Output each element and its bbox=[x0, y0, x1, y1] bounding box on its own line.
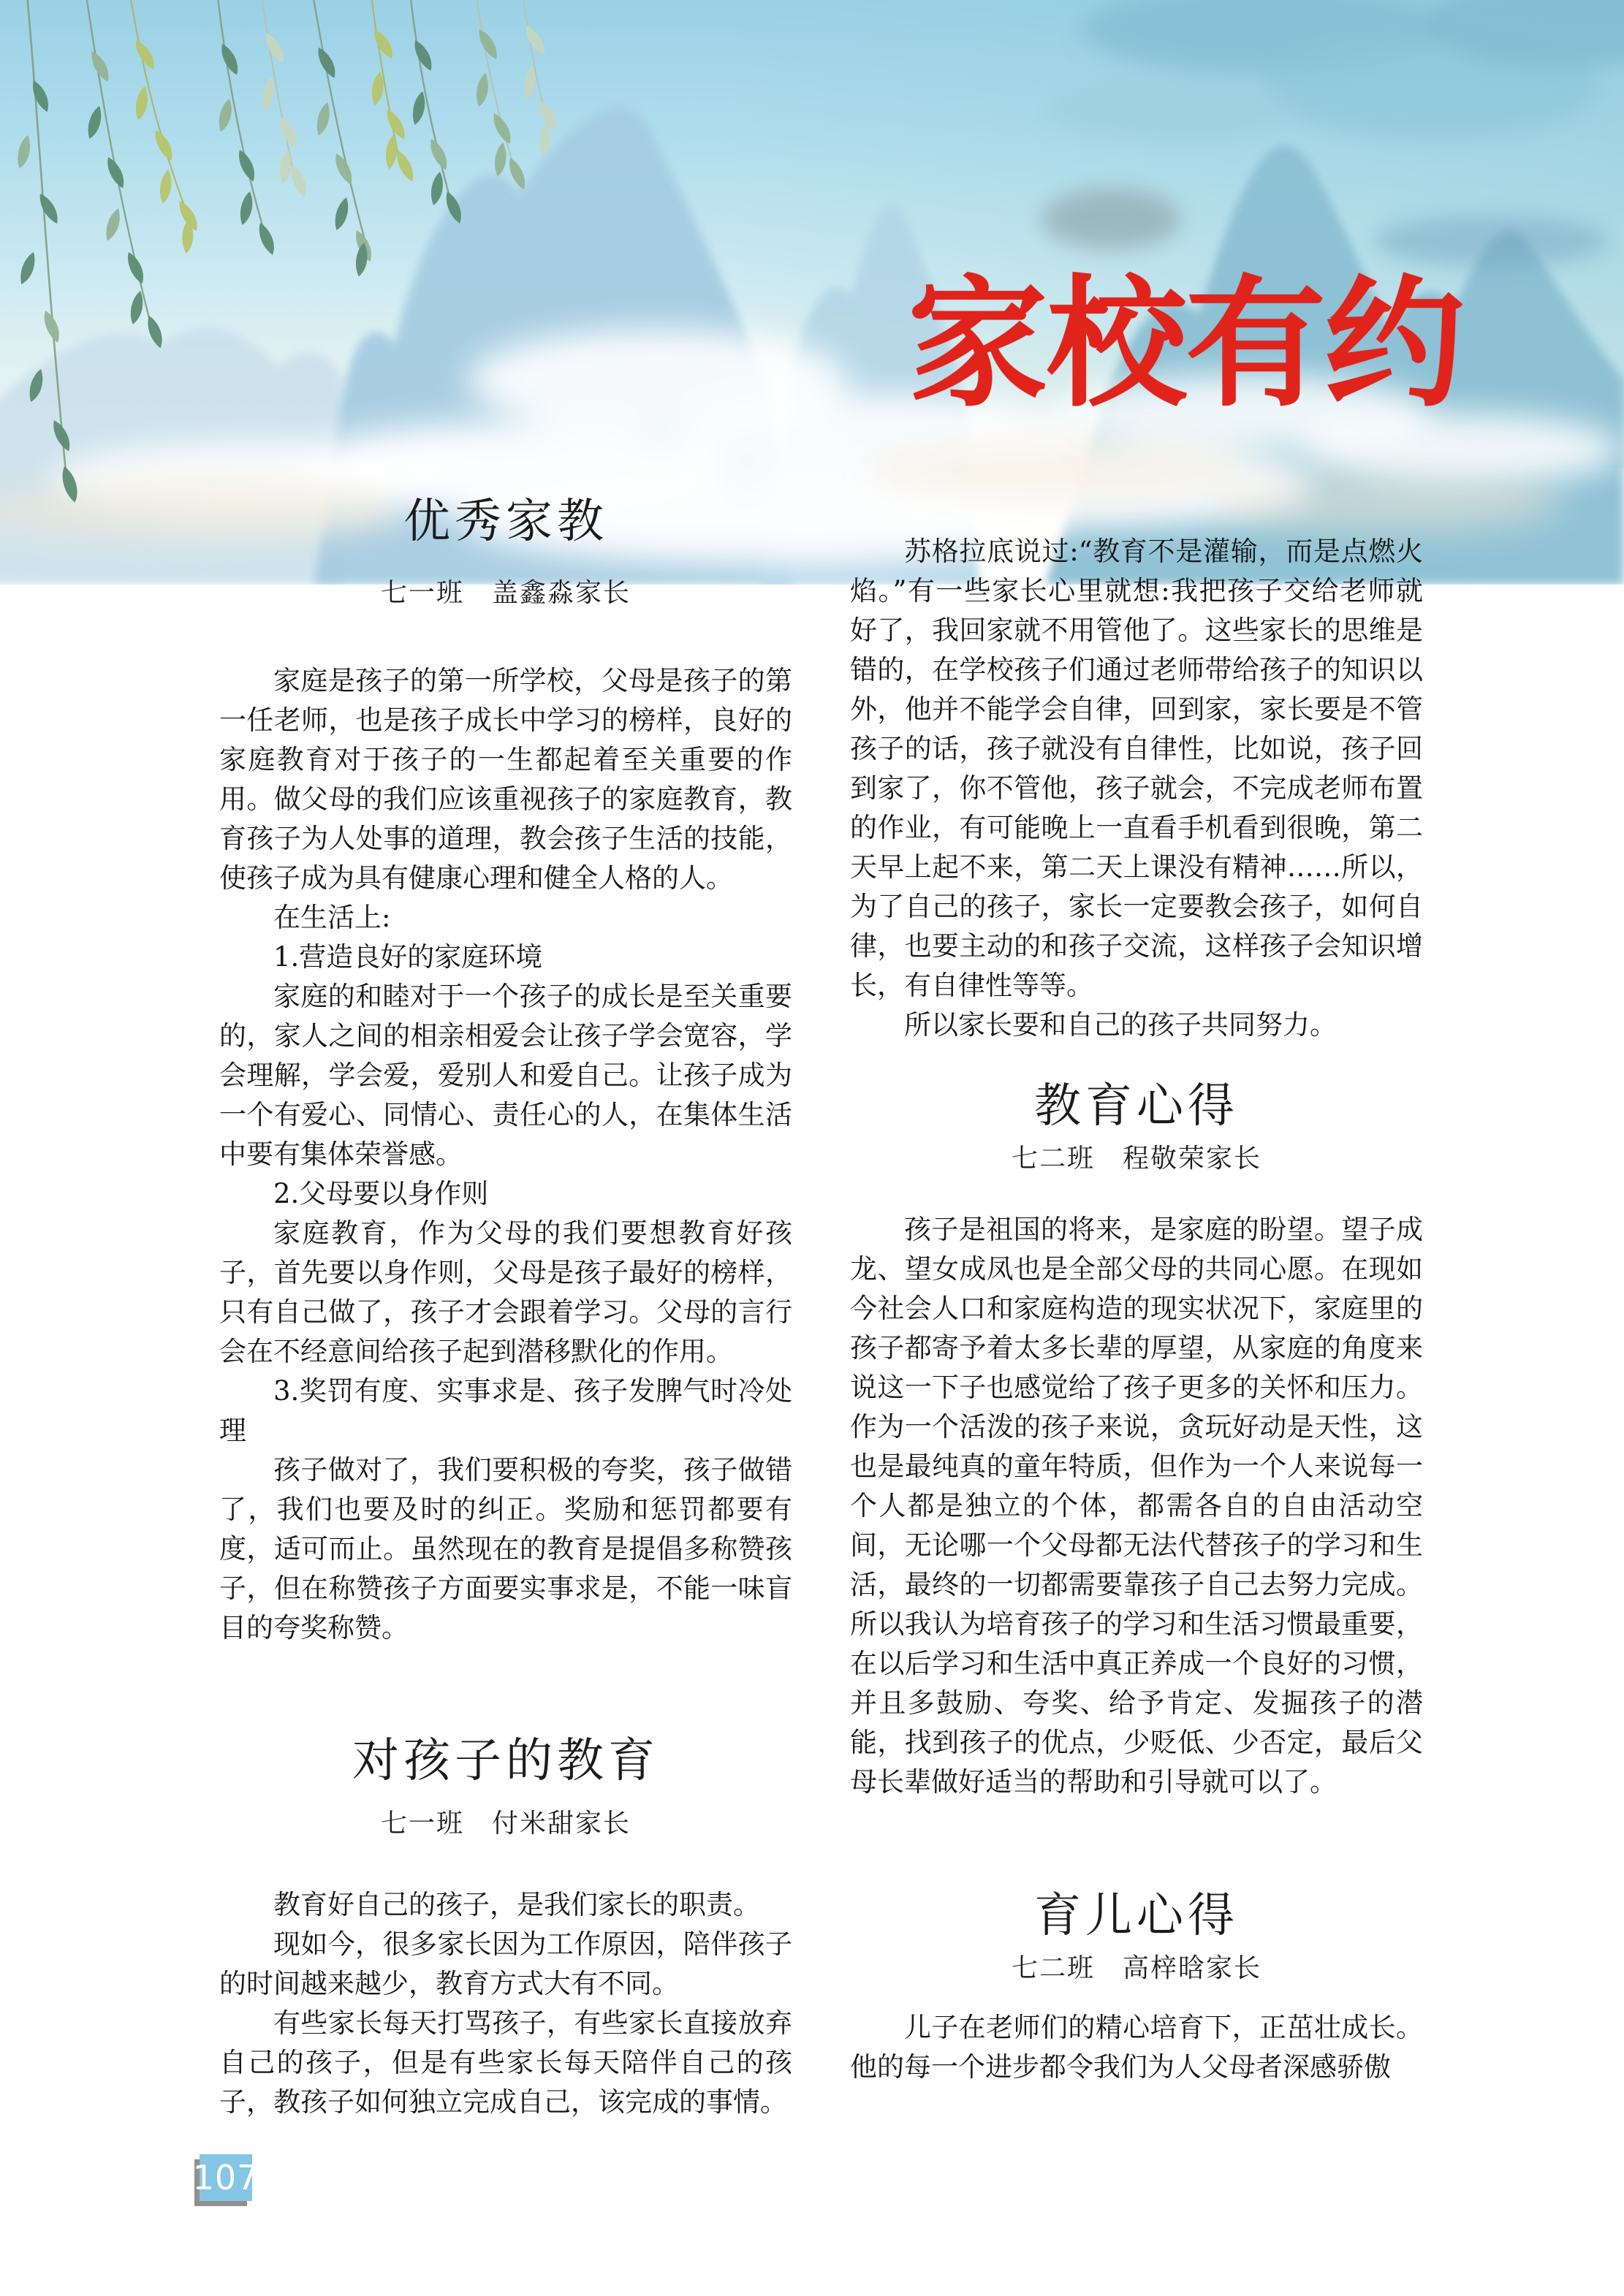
paragraph: 所以家长要和自己的孩子共同努力。 bbox=[904, 1009, 1337, 1041]
article-continuation bbox=[850, 532, 1423, 1045]
article-title: 优秀家教 bbox=[403, 495, 608, 549]
paragraph: 3.奖罚有度、实事求是、孩子发脾气时冷处理 bbox=[219, 1375, 792, 1446]
paragraph: 有些家长每天打骂孩子，有些家长直接放弃自己的孩子，但是有些家长每天陪伴自己的孩子，教孩子如何独立完成自己，该完成的事情。 bbox=[219, 2007, 792, 2118]
article-body bbox=[219, 661, 792, 1648]
article-title: 对孩子的教育 bbox=[352, 1734, 659, 1788]
paragraph: 1.营造良好的家庭环境 bbox=[273, 941, 543, 973]
article-yuer-xinde bbox=[850, 1885, 1423, 2087]
article-byline: 七二班 程敬荣家长 bbox=[1011, 1144, 1261, 1174]
article-dui-haizi-de-jiaoyu bbox=[219, 1730, 792, 2122]
willow-branches-icon bbox=[0, 0, 585, 526]
article-byline: 七一班 付米甜家长 bbox=[380, 1809, 631, 1839]
paragraph: 教育好自己的孩子，是我们家长的职责。 bbox=[273, 1889, 760, 1920]
article-title: 育儿心得 bbox=[1034, 1889, 1239, 1943]
willow-branches-decoration bbox=[0, 0, 585, 526]
paragraph: 2.父母要以身作则 bbox=[273, 1178, 489, 1209]
page-title: 家校有约 bbox=[908, 263, 1463, 426]
paragraph: 儿子在老师们的精心培育下，正茁壮成长。他的每一个进步都令我们为人父母者深感骄傲 bbox=[850, 2012, 1423, 2083]
article-body bbox=[850, 1210, 1423, 1802]
page-number-badge bbox=[192, 2154, 259, 2201]
paragraph: 苏格拉底说过:“教育不是灌输，而是点燃火焰。”有一些家长心里就想:我把孩子交给老师就好了，我回家就不用管他了。这些家长的思维是错的，在学校孩子们通过老师带给孩子的知识以外，他并不能学会自律，回到家，家长要是不管孩子的话，孩子就没有自律性，比如说，孩子回到家了，你不管他，孩子就会，不完成老师布置的作业，有可能晚上一直看手机看到很晚，第二天早上起不来，第二天上课没有精神……所以，为了自己的孩子，家长一定要教会孩子，如何自律，也要主动的和孩子交流，这样孩子会知识增长，有自律性等等。 bbox=[850, 536, 1423, 1001]
article-byline: 七一班 盖鑫淼家长 bbox=[380, 578, 631, 608]
paragraph: 孩子做对了，我们要积极的夸奖，孩子做错了，我们也要及时的纠正。奖励和惩罚都要有度，适可而止。虽然现在的教育是提倡多称赞孩子，但在称赞孩子方面要实事求是，不能一味盲目的夸奖称赞。 bbox=[219, 1454, 792, 1643]
page-number-label: 107 bbox=[192, 2158, 259, 2197]
article-body bbox=[850, 2008, 1423, 2087]
article-body bbox=[850, 532, 1423, 1045]
paragraph: 家庭教育，作为父母的我们要想教育好孩子，首先要以身作则，父母是孩子最好的榜样，只有自己做了，孩子才会跟着学习。父母的言行会在不经意间给孩子起到潜移默化的作用。 bbox=[219, 1217, 792, 1367]
paragraph: 在生活上: bbox=[273, 902, 391, 933]
article-body bbox=[219, 1885, 792, 2122]
article-youxiu-jiajiao bbox=[219, 491, 792, 1648]
paragraph: 家庭是孩子的第一所学校，父母是孩子的第一任老师，也是孩子成长中学习的榜样，良好的家庭教育对于孩子的一生都起着至关重要的作用。做父母的我们应该重视孩子的家庭教育，教育孩子为人处事的道理，教会孩子生活的技能，使孩子成为具有健康心理和健全人格的人。 bbox=[219, 665, 792, 894]
article-byline: 七二班 高梓晗家长 bbox=[1011, 1953, 1261, 1983]
paragraph: 孩子是祖国的将来，是家庭的盼望。望子成龙、望女成凤也是全部父母的共同心愿。在现如今社会人口和家庭构造的现实状况下，家庭里的孩子都寄予着太多长辈的厚望，从家庭的角度来说这一下子也感觉给了孩子更多的关怀和压力。作为一个活泼的孩子来说，贪玩好动是天性，这也是最纯真的童年特质，但作为一个人来说每一个人都是独立的个体，都需各自的自由活动空间，无论哪一个父母都无法代替孩子的学习和生活，最终的一切都需要靠孩子自己去努力完成。所以我认为培育孩子的学习和生活习惯最重要，在以后学习和生活中真正养成一个良好的习惯，并且多鼓励、夸奖、给予肯定、发掘孩子的潜能，找到孩子的优点，少贬低、少否定，最后父母长辈做好适当的帮助和引导就可以了。 bbox=[850, 1214, 1423, 1798]
paragraph: 现如今，很多家长因为工作原因，陪伴孩子的时间越来越少，教育方式大有不同。 bbox=[219, 1928, 792, 1999]
paragraph: 家庭的和睦对于一个孩子的成长是至关重要的，家人之间的相亲相爱会让孩子学会宽容，学会理解，学会爱，爱别人和爱自己。让孩子成为一个有爱心、同情心、责任心的人，在集体生活中要有集体荣誉感。 bbox=[219, 981, 792, 1170]
article-title: 教育心得 bbox=[1034, 1079, 1239, 1133]
article-jiaoyu-xinde bbox=[850, 1076, 1423, 1802]
